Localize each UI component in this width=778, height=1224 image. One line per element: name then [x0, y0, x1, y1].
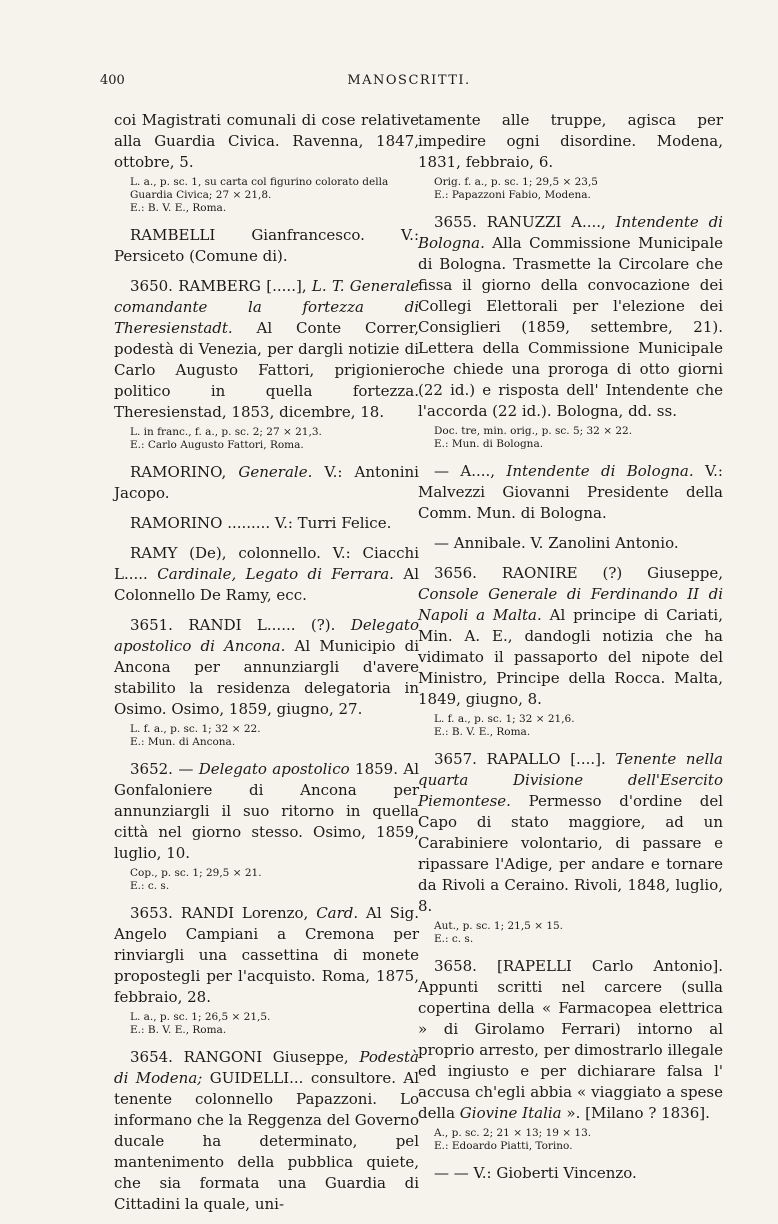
note-line: E.: c. s.	[434, 933, 474, 945]
note-line: L. f. a., p. sc. 1; 32 × 21,6.	[434, 713, 575, 725]
note-line: L. f. a., p. sc. 1; 32 × 22.	[130, 723, 261, 735]
entry-role: Tenente nella quarta Divisione dell'Esercito Piemontese.	[418, 750, 723, 810]
entry-head: RAMORINO,	[130, 463, 239, 481]
note-line: E.: Carlo Augusto Fattori, Roma.	[130, 439, 304, 451]
entry-gioberti: — — V.: Gioberti Vincenzo.	[434, 1164, 637, 1182]
note-line: E.: c. s.	[130, 880, 170, 892]
entry-role: Intendente di Bologna.	[506, 462, 694, 480]
entry-ramy	[114, 543, 419, 606]
note-line: L. in franc., f. a., p. sc. 2; 27 × 21,3.	[130, 426, 322, 438]
entry-role: Giovine Italia	[459, 1104, 562, 1122]
entry-body: Al Municipio di Ancona per annunziargli d'avere stabilito la residenza delegatoria in Osimo. Osimo, 1859, giugno, 27.	[114, 637, 419, 718]
note-line: L. a., p. sc. 1; 26,5 × 21,5.	[130, 1011, 271, 1023]
entry-body: GUIDELLI... consultore. Al tenente colonnello Papazzoni. Lo informano che la Reggenza del Governo ducale ha determinato, pel mantenimento della pubblica quiete, che sia formata una Guardia di Cittadini la quale, uni-	[114, 1069, 419, 1213]
note-line: E.: Mun. di Bologna.	[434, 438, 544, 450]
entry-note	[130, 176, 419, 215]
entry-role: L. T. Generale comandante la fortezza di Theresienstadt.	[114, 277, 419, 337]
note-line: Doc. tre, min. orig., p. sc. 5; 32 × 22.	[434, 425, 633, 437]
entry-note	[434, 713, 723, 739]
entry-body: Alla Commissione Municipale di Bologna. Trasmette la Circolare che fissa il giorno della convocazione dei Collegi Elettorali per l'elezione dei Consiglieri (1859, settembre, 21). Lettera della Commissione Municipale che chiede una proroga di otto giorni (22 id.) e risposta dell' Intendente che l'accorda (22 id.). Bologna, dd. ss.	[418, 234, 723, 420]
entry-role: Generale.	[238, 463, 313, 481]
entry-body: Al principe di Cariati, Min. A. E., dandogli notizia che ha vidimato il passaporto del nipote del Ministro, Principe della Rocca. Malta, 1849, giugno, 8.	[418, 606, 723, 708]
entry-annibale: — Annibale. V. Zanolini Antonio.	[434, 534, 679, 552]
entry-note	[434, 920, 723, 946]
page-number: 400	[100, 73, 125, 88]
entry-head: 3657. RAPALLO [....].	[434, 750, 616, 768]
entry-role: Intendente di Bologna.	[418, 213, 723, 252]
entry-note	[130, 426, 419, 452]
note-line: Cop., p. sc. 1; 29,5 × 21.	[130, 867, 262, 879]
entry-text: tamente alle truppe, agisca per impedire ogni disordine. Modena, 1831, febbraio, 6.	[418, 111, 723, 171]
entry-head: 3658. [RAPELLI Carlo Antonio]. Appunti scritti nel carcere (sulla copertina della « Farmacopea elettrica » di Girolamo Ferrari) intorno al proprio arresto, per dimostrarlo illegale ed ingiusto e per dichiarare falsa l' accusa ch'egli abbia « viaggiato a spese della	[418, 957, 723, 1122]
note-line: E.: Edoardo Piatti, Torino.	[434, 1140, 573, 1152]
entry-body: Al Colonnello De Ramy, ecc.	[114, 565, 419, 604]
entry-ramorino-2: RAMORINO ......... V.: Turri Felice.	[130, 514, 392, 532]
note-line: Aut., p. sc. 1; 21,5 × 15.	[434, 920, 564, 932]
right-column	[418, 110, 723, 1193]
entry-note	[130, 1011, 419, 1037]
note-line: Guardia Civica; 27 × 21,8.	[130, 189, 272, 201]
note-line: E.: Papazzoni Fabio, Modena.	[434, 189, 591, 201]
entry-text: coi Magistrati comunali di cose relative alla Guardia Civica. Ravenna, 1847, ottobre, 5.	[114, 111, 419, 171]
entry-note	[434, 176, 723, 202]
entry-3650	[114, 276, 419, 423]
entry-body: V.: Antonini Jacopo.	[114, 463, 419, 502]
running-title: MANOSCRITTI.	[347, 73, 471, 88]
entry-3653	[114, 903, 419, 1008]
entry-note	[130, 723, 419, 749]
entry-3654	[114, 1047, 419, 1215]
entry-body: Al Sig. Angelo Campiani a Cremona per rinviargli una cassettina di monete propostegli per l'acquisto. Roma, 1875, febbraio, 28.	[114, 904, 420, 1006]
entry-body: 1859. Al Gonfaloniere di Ancona per annunziargli il suo ritorno in quella città nel giorno stesso. Osimo, 1859, luglio, 10.	[114, 760, 420, 862]
entry-head: 3654. RANGONI Giuseppe,	[130, 1048, 360, 1066]
entry-note	[434, 1127, 723, 1153]
page-header	[100, 73, 718, 95]
note-line: E.: B. V. E., Roma.	[434, 726, 531, 738]
note-line: E.: B. V. E., Roma.	[130, 202, 227, 214]
entry-role: Delegato apostolico di Ancona.	[114, 616, 419, 655]
note-line: E.: Mun. di Ancona.	[130, 736, 236, 748]
entry-head: 3653. RANDI Lorenzo,	[130, 904, 317, 922]
entry-text: RAMBELLI Gianfrancesco. V.: Persiceto (Comune di).	[114, 226, 419, 265]
entry-ramorino-1	[114, 462, 419, 504]
entry-head: 3650. RAMBERG [.....],	[130, 277, 312, 295]
entry-role: Podestà di Modena;	[114, 1048, 419, 1087]
entry-role: Cardinale, Legato di Ferrara.	[157, 565, 394, 583]
entry-3658	[418, 956, 723, 1124]
note-line: Orig. f. a., p. sc. 1; 29,5 × 23,5	[434, 176, 598, 188]
entry-head: 3652. —	[130, 760, 199, 778]
entry-ranuzzi-ref	[418, 461, 723, 524]
entry-3651	[114, 615, 419, 720]
entry-note	[130, 867, 419, 893]
entry-head: 3655. RANUZZI A....,	[434, 213, 616, 231]
entry-3656	[418, 563, 723, 710]
entry-3652	[114, 759, 419, 864]
entry-head: RAMY (De), colonnello. V.: Ciacchi L.....	[114, 544, 419, 583]
note-line: L. a., p. sc. 1, su carta col figurino colorato della	[130, 176, 389, 188]
note-line: A., p. sc. 2; 21 × 13; 19 × 13.	[434, 1127, 592, 1139]
entry-role: Console Generale di Ferdinando II di Napoli a Malta.	[418, 585, 723, 624]
entry-head: — A....,	[434, 462, 507, 480]
entry-body: ». [Milano ? 1836].	[561, 1104, 710, 1122]
entry-body: Permesso d'ordine del Capo di stato maggiore, ad un Carabiniere volontario, di passare e ripassare l'Adige, per andare e tornare da Rivoli a Ceraino. Rivoli, 1848, luglio, 8.	[418, 792, 723, 915]
entry-role: Card.	[316, 904, 359, 922]
entry-note	[434, 425, 723, 451]
entry-3657	[418, 749, 723, 917]
entry-head: 3651. RANDI L...... (?).	[130, 616, 351, 634]
note-line: E.: B. V. E., Roma.	[130, 1024, 227, 1036]
entry-body: Al Conte Correr, podestà di Venezia, per dargli notizie di Carlo Augusto Fattori, prigioniero politico in quella fortezza. Theresienstad, 1853, dicembre, 18.	[114, 319, 419, 421]
left-column	[114, 110, 419, 1224]
entry-body: V.: Malvezzi Giovanni Presidente della Comm. Mun. di Bologna.	[418, 462, 723, 522]
entry-3655	[418, 212, 723, 422]
entry-head: 3656. RAONIRE (?) Giuseppe,	[434, 564, 723, 582]
entry-role: Delegato apostolico	[198, 760, 350, 778]
